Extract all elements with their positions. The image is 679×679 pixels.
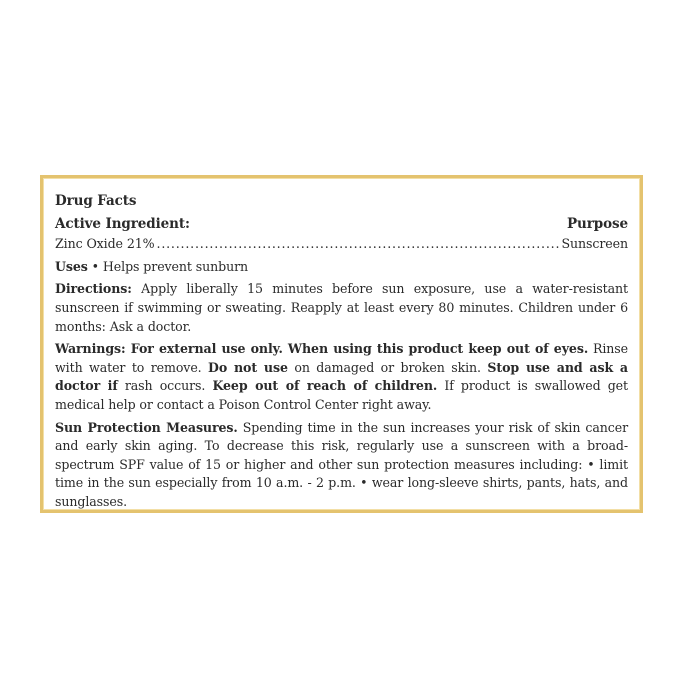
warnings-text-2: on damaged or broken skin.: [287, 359, 488, 375]
warnings-section: [55, 340, 628, 414]
directions-section: [55, 280, 628, 336]
uses-section: [55, 258, 628, 277]
directions-heading: Directions:: [55, 281, 132, 297]
warnings-heading: Warnings: For external use only. When using this product keep out of eyes.: [55, 341, 589, 357]
ingredient-row: [55, 235, 628, 254]
drug-facts-title: Drug Facts: [55, 193, 137, 209]
ingredient-purpose: Sunscreen: [561, 236, 628, 252]
directions-text: Apply liberally 15 minutes before sun exposure, use a water-resistant sunscreen if swimming or sweating. Reapply at least every 80 minutes. Children under 6 months: Ask a doctor.: [55, 281, 628, 334]
drug-facts-content: [55, 192, 628, 512]
warnings-do-not-use: Do not use: [208, 359, 288, 375]
uses-text: • Helps prevent sunburn: [87, 258, 249, 274]
drug-facts-label: [40, 175, 643, 513]
ingredient-name: Zinc Oxide 21%: [55, 236, 155, 252]
warnings-text-1: Rinse with water to remove.: [55, 341, 628, 375]
sun-protection-text: Spending time in the sun increases your risk of skin cancer and early skin aging. To decrease this risk, regularly use a sunscreen with a broad-spectrum SPF value of 15 or higher and other sun protection measures including: • limit time in the sun especially from 10 a.m. - 2 p.m. • wear long-sleeve shirts, pants, hats, and sunglasses.: [55, 419, 628, 509]
active-ingredient-heading: Active Ingredient:: [55, 215, 190, 232]
sun-protection-section: [55, 419, 628, 512]
warnings-stop-use: Stop use and ask a doctor if: [55, 359, 628, 394]
uses-heading: Uses: [55, 258, 88, 274]
warnings-keep-out-of-reach: Keep out of reach of children.: [212, 378, 438, 394]
purpose-heading: Purpose: [566, 215, 628, 232]
warnings-text-4: If product is swallowed get medical help or contact a Poison Control Center right away.: [55, 378, 628, 412]
warnings-text-3: rash occurs.: [117, 378, 213, 394]
sun-protection-heading: Sun Protection Measures.: [55, 419, 238, 435]
active-ingredient-header: [55, 215, 628, 234]
dot-leader: [157, 235, 560, 254]
